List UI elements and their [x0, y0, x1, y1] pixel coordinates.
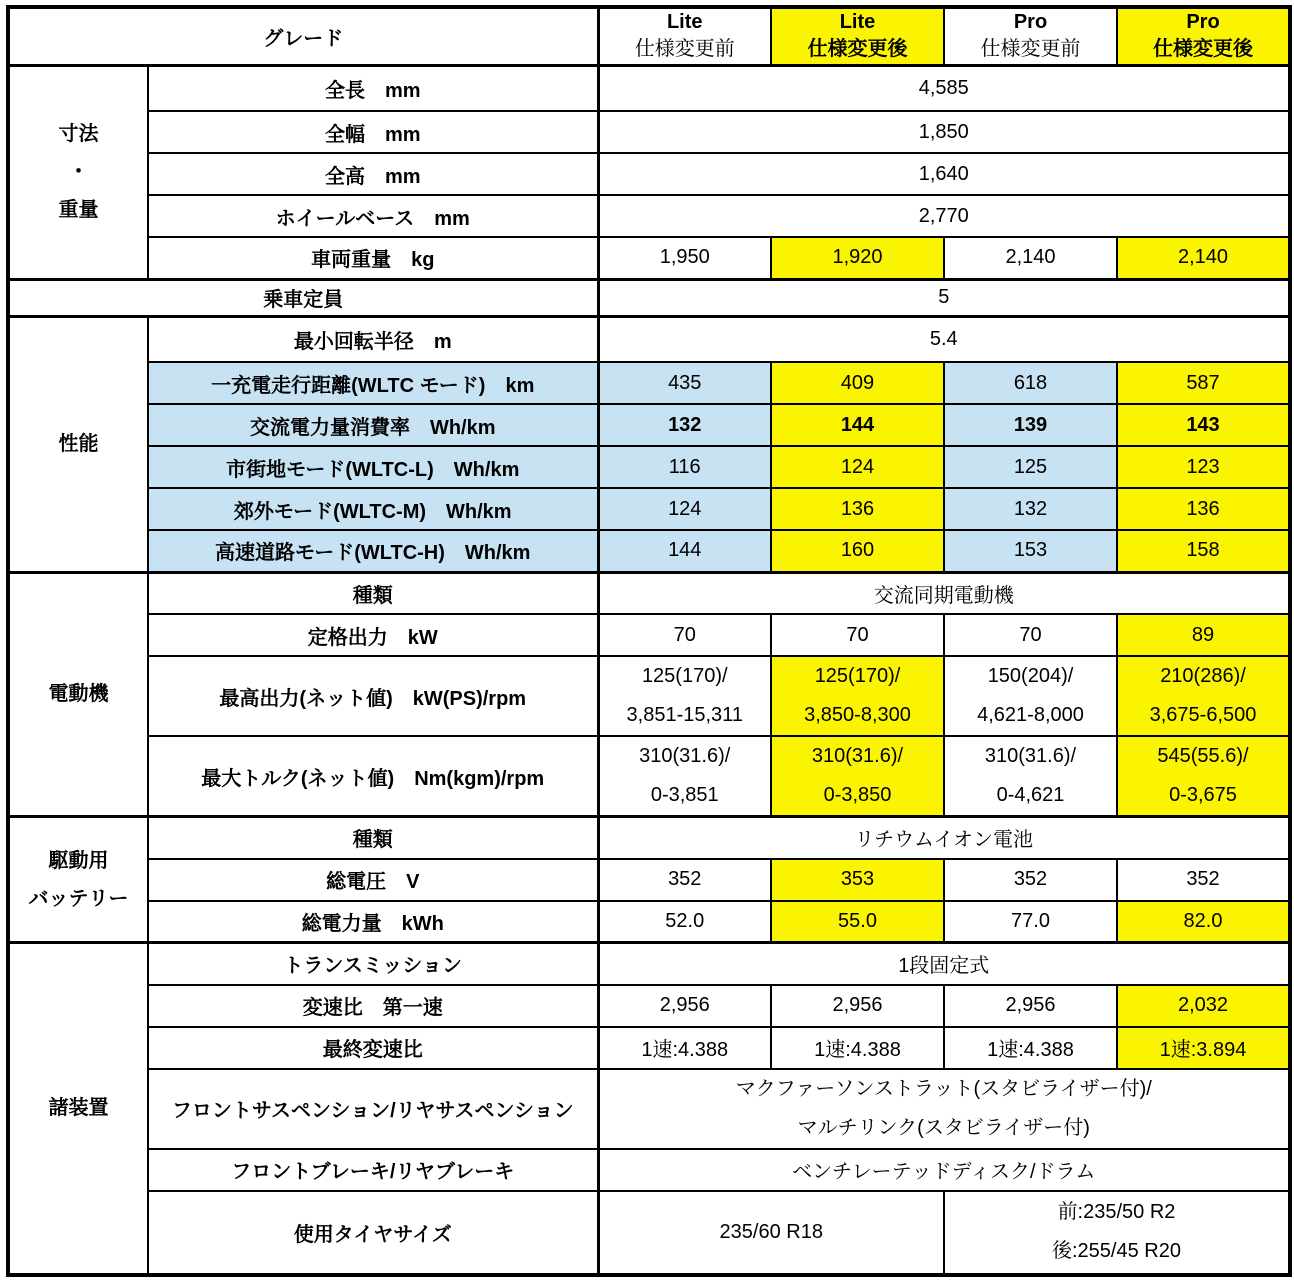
row-label-gear-ratio-first: 変速比 第一速 — [148, 985, 598, 1027]
grade-name: Lite — [666, 11, 703, 34]
section-label-dimensions-weight — [8, 65, 148, 279]
value-motor-type: 交流同期電動機 — [598, 572, 1290, 614]
value-tire-size-lite: 235/60 R18 — [598, 1191, 944, 1275]
grade-name: Lite — [839, 11, 876, 34]
grade-name: Pro — [1186, 11, 1220, 34]
grade-header-cell: グレード — [8, 7, 598, 65]
value-rated-output-pro-after: 89 — [1117, 614, 1290, 656]
value-range-pro-after: 587 — [1117, 362, 1290, 404]
value-line: 210(286)/ — [1160, 665, 1246, 687]
row-transmission — [8, 943, 1290, 985]
value-vehicle-weight-pro-after: 2,140 — [1117, 237, 1290, 279]
value-wltc-l-pro-after: 123 — [1117, 446, 1290, 488]
row-suspension — [8, 1069, 1290, 1149]
row-label-wheelbase: ホイールベース mm — [148, 195, 598, 237]
value-vehicle-weight-lite-before: 1,950 — [598, 237, 771, 279]
row-label-total-energy: 総電力量 kWh — [148, 901, 598, 943]
value-ac-consumption-lite-before: 132 — [598, 404, 771, 446]
value-wltc-h-lite-before: 144 — [598, 530, 771, 572]
value-max-output-lite-after — [771, 656, 944, 736]
value-line: 125(170)/ — [641, 665, 728, 687]
row-max-output — [8, 656, 1290, 736]
value-final-ratio-pro-after: 1速:3.894 — [1117, 1027, 1290, 1069]
row-label-range-wltc: 一充電走行距離(WLTC モード) km — [148, 362, 598, 404]
value-rated-output-lite-before: 70 — [598, 614, 771, 656]
col-header-lite-after — [771, 7, 944, 65]
row-wltc-m — [8, 488, 1290, 530]
value-line: 0-3,851 — [650, 784, 719, 806]
value-ac-consumption-lite-after: 144 — [771, 404, 944, 446]
row-overall-width — [8, 111, 1290, 153]
value-overall-height: 1,640 — [598, 153, 1290, 195]
section-label-motor — [8, 572, 148, 817]
col-header-lite-before — [598, 7, 771, 65]
value-max-torque-lite-before — [598, 736, 771, 817]
row-label-vehicle-weight: 車両重量 kg — [148, 237, 598, 279]
value-line: 0-3,850 — [823, 784, 892, 806]
value-total-energy-pro-before: 77.0 — [944, 901, 1117, 943]
value-max-torque-pro-before — [944, 736, 1117, 817]
row-label-max-output: 最高出力(ネット値) kW(PS)/rpm — [148, 656, 598, 736]
value-line: 545(55.6)/ — [1157, 745, 1249, 767]
value-total-voltage-pro-before: 352 — [944, 859, 1117, 901]
value-tire-size-pro — [944, 1191, 1290, 1275]
value-gear-ratio-lite-after: 2,956 — [771, 985, 944, 1027]
value-wltc-l-lite-before: 116 — [598, 446, 771, 488]
row-final-drive-ratio — [8, 1027, 1290, 1069]
row-label-motor-type: 種類 — [148, 572, 598, 614]
value-overall-width: 1,850 — [598, 111, 1290, 153]
value-rated-output-pro-before: 70 — [944, 614, 1117, 656]
col-header-pro-after — [1117, 7, 1290, 65]
value-wltc-h-lite-after: 160 — [771, 530, 944, 572]
section-label-equipment — [8, 943, 148, 1275]
row-label-battery-type: 種類 — [148, 817, 598, 859]
value-line: 4,621-8,000 — [977, 704, 1084, 726]
row-label-min-turning-radius: 最小回転半径 m — [148, 316, 598, 362]
row-motor-type — [8, 572, 1290, 614]
value-wltc-m-pro-before: 132 — [944, 488, 1117, 530]
section-title-line: ・ — [68, 161, 89, 183]
value-wltc-m-lite-after: 136 — [771, 488, 944, 530]
value-transmission: 1段固定式 — [598, 943, 1290, 985]
row-wltc-h — [8, 530, 1290, 572]
value-min-turning-radius: 5.4 — [598, 316, 1290, 362]
row-brakes — [8, 1149, 1290, 1191]
value-final-ratio-lite-after: 1速:4.388 — [771, 1027, 944, 1069]
value-max-torque-lite-after — [771, 736, 944, 817]
section-title-line: 駆動用 — [48, 849, 109, 872]
value-line: 0-3,675 — [1169, 784, 1237, 806]
row-label-overall-width: 全幅 mm — [148, 111, 598, 153]
row-total-energy — [8, 901, 1290, 943]
value-line: 0-4,621 — [996, 784, 1065, 806]
grade-name: Pro — [1013, 11, 1048, 34]
variant-name: 仕様変更後 — [807, 38, 908, 61]
row-label-transmission: トランスミッション — [148, 943, 598, 985]
value-line: 150(204)/ — [987, 665, 1074, 687]
value-total-voltage-lite-after: 353 — [771, 859, 944, 901]
section-title-line: 重量 — [58, 199, 99, 221]
value-line: 310(31.6)/ — [639, 745, 731, 767]
row-label-max-torque: 最大トルク(ネット値) Nm(kgm)/rpm — [148, 736, 598, 817]
variant-name: 仕様変更後 — [1153, 38, 1253, 61]
value-gear-ratio-pro-after: 2,032 — [1117, 985, 1290, 1027]
value-line: 3,675-6,500 — [1149, 704, 1257, 726]
value-range-pro-before: 618 — [944, 362, 1117, 404]
value-wltc-l-pro-before: 125 — [944, 446, 1117, 488]
value-wltc-h-pro-after: 158 — [1117, 530, 1290, 572]
row-seating-capacity — [8, 279, 1290, 316]
row-wheelbase — [8, 195, 1290, 237]
row-battery-type — [8, 817, 1290, 859]
row-label-overall-height: 全高 mm — [148, 153, 598, 195]
value-total-voltage-pro-after: 352 — [1117, 859, 1290, 901]
value-max-torque-pro-after — [1117, 736, 1290, 817]
value-line: 後:255/45 R20 — [1052, 1240, 1181, 1262]
variant-name: 仕様変更前 — [980, 38, 1081, 61]
row-rated-output — [8, 614, 1290, 656]
row-label-seating-capacity: 乗車定員 — [8, 279, 598, 316]
row-max-torque — [8, 736, 1290, 817]
value-final-ratio-lite-before: 1速:4.388 — [598, 1027, 771, 1069]
value-ac-consumption-pro-before: 139 — [944, 404, 1117, 446]
section-title-line: 性能 — [58, 433, 99, 455]
value-rated-output-lite-after: 70 — [771, 614, 944, 656]
section-title-line: 諸装置 — [48, 1097, 109, 1120]
value-wltc-l-lite-after: 124 — [771, 446, 944, 488]
row-range-wltc — [8, 362, 1290, 404]
row-label-final-drive-ratio: 最終変速比 — [148, 1027, 598, 1069]
value-line: 310(31.6)/ — [811, 745, 904, 767]
value-line: マクファーソンストラット(スタビライザー付)/ — [735, 1077, 1152, 1100]
value-suspension — [598, 1069, 1290, 1149]
value-wltc-m-lite-before: 124 — [598, 488, 771, 530]
value-wheelbase: 2,770 — [598, 195, 1290, 237]
value-max-output-lite-before — [598, 656, 771, 736]
section-title-line: バッテリー — [28, 887, 129, 910]
value-seating-capacity: 5 — [598, 279, 1290, 316]
variant-name: 仕様変更前 — [634, 38, 735, 61]
value-line: 3,850-8,300 — [804, 704, 911, 726]
value-vehicle-weight-pro-before: 2,140 — [944, 237, 1117, 279]
section-label-drive-battery — [8, 817, 148, 943]
row-label-wltc-h: 高速道路モード(WLTC-H) Wh/km — [148, 530, 598, 572]
spec-comparison-table — [6, 5, 1292, 1277]
value-gear-ratio-pro-before: 2,956 — [944, 985, 1117, 1027]
row-min-turning-radius — [8, 316, 1290, 362]
row-label-wltc-l: 市街地モード(WLTC-L) Wh/km — [148, 446, 598, 488]
value-max-output-pro-after — [1117, 656, 1290, 736]
value-max-output-pro-before — [944, 656, 1117, 736]
row-label-wltc-m: 郊外モード(WLTC-M) Wh/km — [148, 488, 598, 530]
value-total-voltage-lite-before: 352 — [598, 859, 771, 901]
value-line: 前:235/50 R2 — [1057, 1201, 1176, 1223]
value-total-energy-lite-before: 52.0 — [598, 901, 771, 943]
value-total-energy-lite-after: 55.0 — [771, 901, 944, 943]
row-tire-size — [8, 1191, 1290, 1275]
value-line: マルチリンク(スタビライザー付) — [797, 1116, 1090, 1139]
row-overall-height — [8, 153, 1290, 195]
row-overall-length — [8, 65, 1290, 111]
value-overall-length: 4,585 — [598, 65, 1290, 111]
value-vehicle-weight-lite-after: 1,920 — [771, 237, 944, 279]
col-header-pro-before — [944, 7, 1117, 65]
value-brakes: ベンチレーテッドディスク/ドラム — [598, 1149, 1290, 1191]
value-total-energy-pro-after: 82.0 — [1117, 901, 1290, 943]
row-label-overall-length: 全長 mm — [148, 65, 598, 111]
value-ac-consumption-pro-after: 143 — [1117, 404, 1290, 446]
row-label-total-voltage: 総電圧 V — [148, 859, 598, 901]
value-final-ratio-pro-before: 1速:4.388 — [944, 1027, 1117, 1069]
header-row — [8, 7, 1290, 65]
row-label-suspension: フロントサスペンション/リヤサスペンション — [148, 1069, 598, 1149]
value-battery-type: リチウムイオン電池 — [598, 817, 1290, 859]
row-label-tire-size: 使用タイヤサイズ — [148, 1191, 598, 1275]
value-line: 3,851-15,311 — [626, 704, 743, 726]
value-line: 125(170)/ — [814, 665, 901, 687]
row-label-rated-output: 定格出力 kW — [148, 614, 598, 656]
value-wltc-m-pro-after: 136 — [1117, 488, 1290, 530]
value-wltc-h-pro-before: 153 — [944, 530, 1117, 572]
value-line: 310(31.6)/ — [984, 745, 1077, 767]
value-range-lite-after: 409 — [771, 362, 944, 404]
row-ac-consumption — [8, 404, 1290, 446]
value-gear-ratio-lite-before: 2,956 — [598, 985, 771, 1027]
row-gear-ratio-first — [8, 985, 1290, 1027]
row-label-ac-consumption: 交流電力量消費率 Wh/km — [148, 404, 598, 446]
row-vehicle-weight — [8, 237, 1290, 279]
row-wltc-l — [8, 446, 1290, 488]
section-title-line: 寸法 — [58, 123, 99, 145]
section-title-line: 電動機 — [48, 683, 109, 706]
row-label-brakes: フロントブレーキ/リヤブレーキ — [148, 1149, 598, 1191]
value-range-lite-before: 435 — [598, 362, 771, 404]
section-label-performance — [8, 316, 148, 572]
row-total-voltage — [8, 859, 1290, 901]
